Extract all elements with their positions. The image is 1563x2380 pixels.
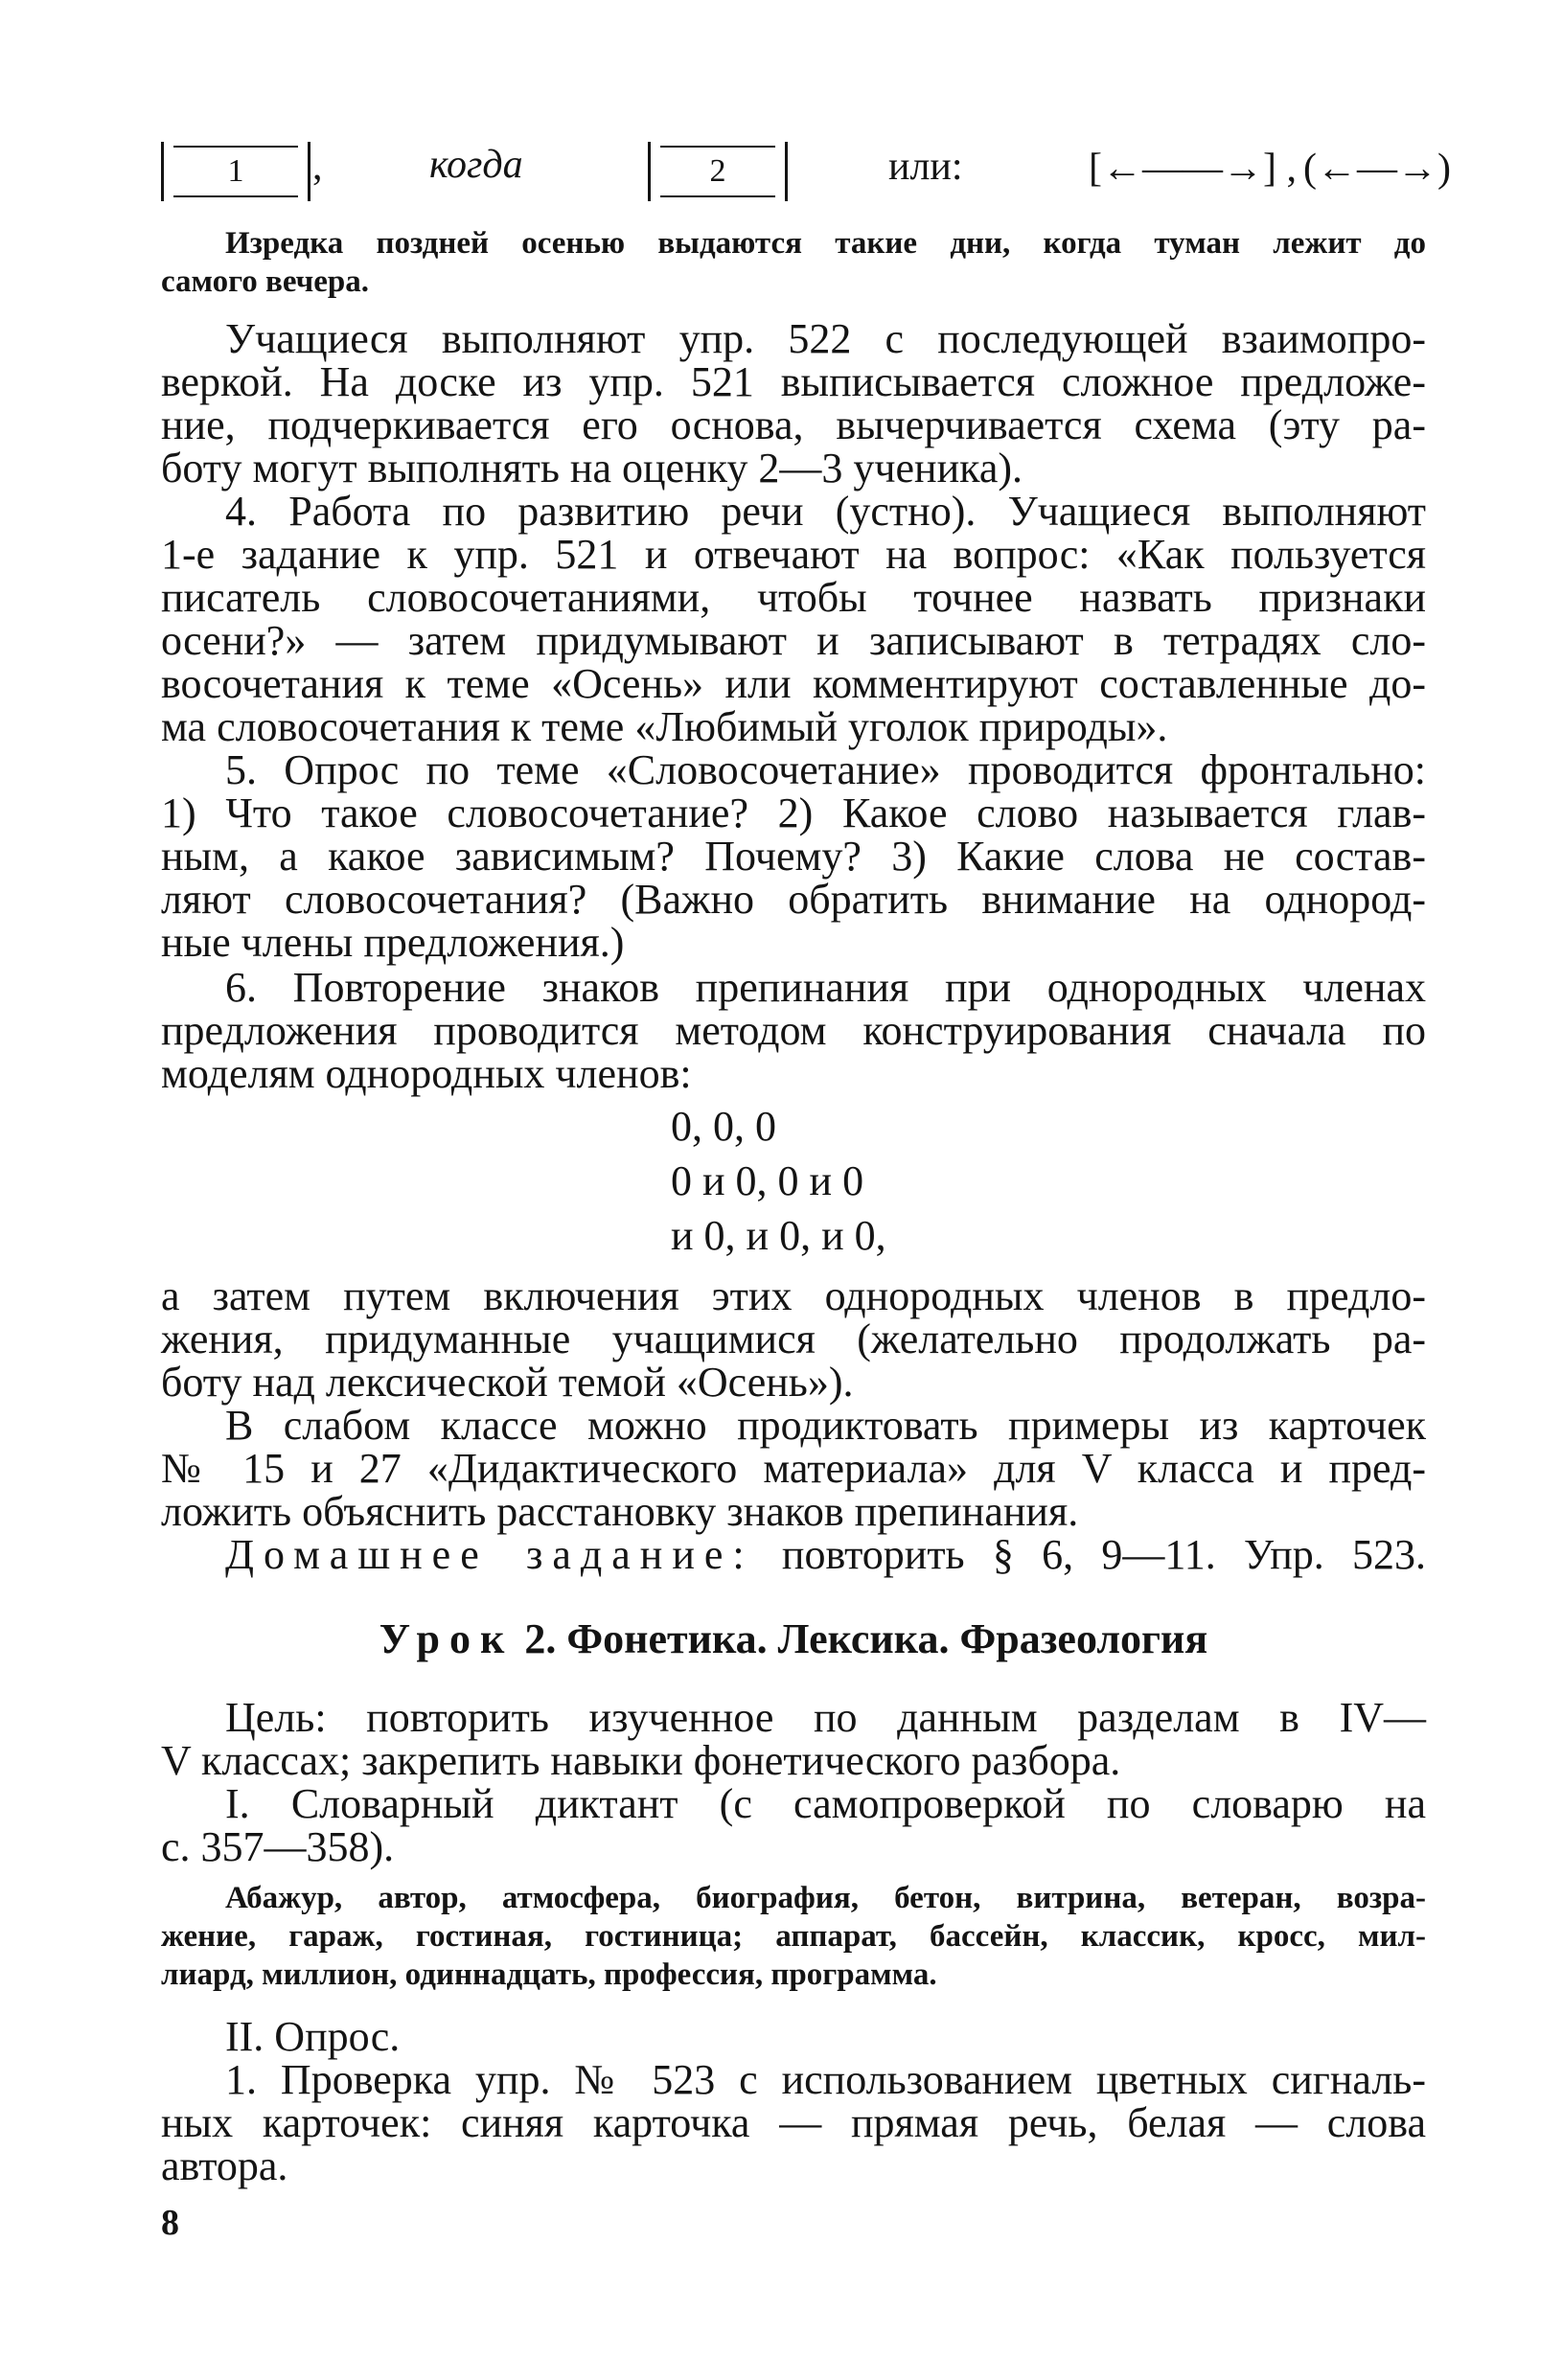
lesson-word: Урок xyxy=(379,1615,515,1662)
text-line: Цель: повторить изученное по данным разделам в IV— xyxy=(225,1694,1426,1741)
scheme-or: или: xyxy=(888,145,963,189)
page-number: 8 xyxy=(161,2203,179,2243)
text-line: Учащиеся выполняют упр. 522 с последующей взаимопро- xyxy=(225,315,1426,362)
text-line: В слабом классе можно продиктовать примеры из карточек xyxy=(225,1402,1426,1449)
scheme-box-1 xyxy=(161,142,310,201)
word-list-line: Абажур, автор, атмосфера, биография, бетон, витрина, ветеран, возра- xyxy=(225,1881,1426,1915)
example-line: самого вечера. xyxy=(161,264,370,299)
word-list-line: жение, гараж, гостиная, гостиница; аппарат, бассейн, классик, кросс, мил- xyxy=(161,1919,1426,1954)
text-line: ных карточек: синяя карточка — прямая речь, белая — слова xyxy=(161,2099,1426,2146)
scheme-pattern-2: (←—→) xyxy=(1303,147,1451,191)
text-line: осени?» — затем придумывают и записывают в тетрадях сло- xyxy=(161,617,1426,664)
scheme-box-2 xyxy=(648,142,788,201)
text-line: восочетания к теме «Осень» или комментируют составленные до- xyxy=(161,660,1426,707)
lesson-heading xyxy=(161,1614,1426,1663)
section-title: II. Опрос. xyxy=(225,2013,401,2060)
scheme-box-2-label: 2 xyxy=(660,146,775,197)
text-line: предложения проводится методом конструирования сначала по xyxy=(161,1007,1426,1054)
text-line: 4. Работа по развитию речи (устно). Учащиеся выполняют xyxy=(225,488,1426,535)
text-line: ляют словосочетания? (Важно обратить внимание на однород- xyxy=(161,876,1426,923)
text-line: ные члены предложения.) xyxy=(161,919,625,966)
text-line: писатель словосочетаниями, чтобы точнее назвать признаки xyxy=(161,574,1426,621)
text-line: 1. Проверка упр. № 523 с использованием цветных сигналь- xyxy=(225,2056,1426,2103)
word-list-line: лиард, миллион, одиннадцать, профессия, программа. xyxy=(161,1957,937,1992)
model-line: и 0, и 0, и 0, xyxy=(671,1212,886,1259)
text-line: I. Словарный диктант (с самопроверкой по словарю на xyxy=(225,1780,1426,1827)
homework-text: повторить § 6, 9—11. Упр. 523. xyxy=(781,1531,1427,1578)
scheme-when: когда xyxy=(429,143,523,187)
model-line: 0 и 0, 0 и 0 xyxy=(671,1157,864,1204)
text-line: № 15 и 27 «Дидактического материала» для V класса и пред- xyxy=(161,1445,1426,1492)
homework-line xyxy=(225,1530,1426,1579)
text-line: V классах; закрепить навыки фонетического разбора. xyxy=(161,1737,1121,1784)
text-line: боту могут выполнять на оценку 2—3 ученика). xyxy=(161,445,1023,492)
scheme-pattern-1: [←——→] , xyxy=(1089,147,1297,191)
text-line: 1) Что такое словосочетание? 2) Какое слово называется глав- xyxy=(161,790,1426,836)
text-line: а затем путем включения этих однородных членов в предло- xyxy=(161,1272,1426,1319)
scheme-box-1-label: 1 xyxy=(173,146,298,197)
scheme-comma: , xyxy=(312,145,323,189)
text-line: ма словосочетания к теме «Любимый уголок природы». xyxy=(161,703,1168,750)
text-line: автора. xyxy=(161,2142,288,2189)
text-line: веркой. На доске из упр. 521 выписывается сложное предложе- xyxy=(161,358,1426,405)
text-line: ние, подчеркивается его основа, вычерчивается схема (эту ра- xyxy=(161,401,1426,448)
text-line: ным, а какое зависимым? Почему? 3) Какие слова не состав- xyxy=(161,833,1426,880)
text-line: жения, придуманные учащимися (желательно продолжать ра- xyxy=(161,1316,1426,1362)
lesson-title: 2. Фонетика. Лексика. Фразеология xyxy=(524,1615,1208,1662)
text-line: 5. Опрос по теме «Словосочетание» проводится фронтально: xyxy=(225,746,1426,793)
text-line: 1-е задание к упр. 521 и отвечают на вопрос: «Как пользуется xyxy=(161,531,1426,578)
text-line: с. 357—358). xyxy=(161,1823,395,1870)
homework-label: Домашнее задание: xyxy=(225,1531,754,1578)
text-line: ложить объяснить расстановку знаков препинания. xyxy=(161,1488,1079,1535)
example-line: Изредка поздней осенью выдаются такие дни, когда туман лежит до xyxy=(225,226,1426,261)
text-line: моделям однородных членов: xyxy=(161,1050,692,1097)
model-line: 0, 0, 0 xyxy=(671,1103,776,1150)
text-line: 6. Повторение знаков препинания при однородных членах xyxy=(225,964,1426,1011)
text-line: боту над лексической темой «Осень»). xyxy=(161,1359,854,1406)
